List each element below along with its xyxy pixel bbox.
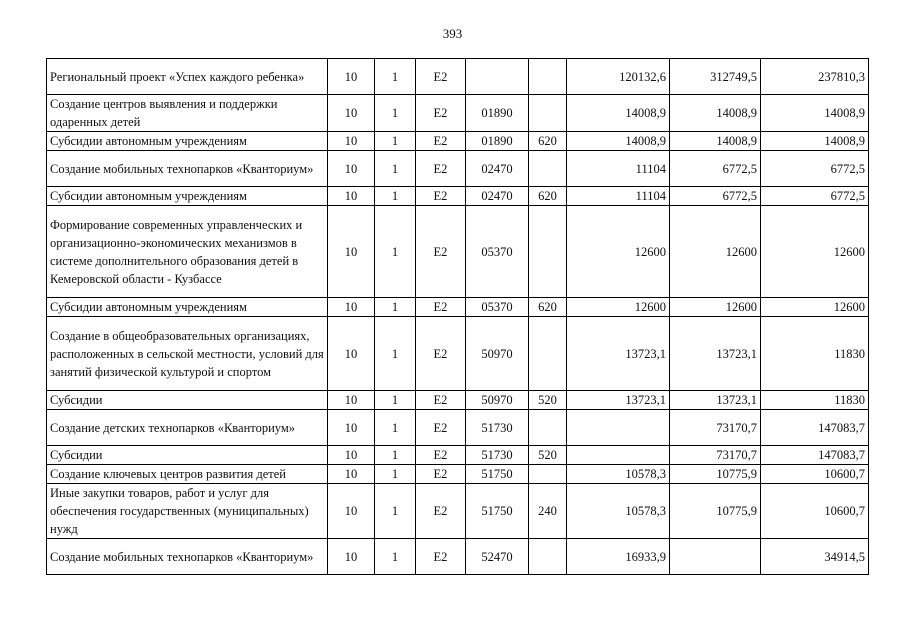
cell-expense-type-code: 620	[529, 298, 567, 317]
cell-amount-year-2: 12600	[670, 298, 761, 317]
cell-direction-code: 02470	[466, 187, 529, 206]
cell-section-code: 10	[328, 484, 375, 539]
cell-expense-type-code: 240	[529, 484, 567, 539]
cell-section-code: 10	[328, 391, 375, 410]
cell-amount-year-3: 147083,7	[761, 446, 869, 465]
cell-direction-code: 50970	[466, 317, 529, 391]
table-row	[47, 317, 869, 391]
cell-section-code: 10	[328, 95, 375, 132]
cell-expense-type-code	[529, 206, 567, 298]
cell-amount-year-2: 13723,1	[670, 391, 761, 410]
cell-direction-code: 50970	[466, 391, 529, 410]
cell-subsection-code: 1	[375, 539, 416, 575]
cell-amount-year-2: 12600	[670, 206, 761, 298]
table-row	[47, 206, 869, 298]
cell-direction-code: 01890	[466, 95, 529, 132]
cell-subsection-code: 1	[375, 298, 416, 317]
cell-expense-type-code: 620	[529, 187, 567, 206]
table-body	[47, 59, 869, 575]
cell-section-code: 10	[328, 317, 375, 391]
cell-item-name: Субсидии автономным учреждениям	[47, 298, 328, 317]
table-row	[47, 132, 869, 151]
budget-table	[46, 58, 869, 575]
cell-amount-year-2: 10775,9	[670, 484, 761, 539]
cell-subsection-code: 1	[375, 95, 416, 132]
cell-program-code: E2	[416, 410, 466, 446]
cell-direction-code: 01890	[466, 132, 529, 151]
cell-amount-year-2: 6772,5	[670, 151, 761, 187]
cell-expense-type-code	[529, 59, 567, 95]
cell-direction-code: 05370	[466, 206, 529, 298]
cell-amount-year-3: 12600	[761, 206, 869, 298]
cell-item-name: Создание в общеобразовательных организациях, расположенных в сельской местности, условий для занятий физической культурой и спортом	[47, 317, 328, 391]
cell-section-code: 10	[328, 206, 375, 298]
cell-amount-year-1	[567, 410, 670, 446]
cell-section-code: 10	[328, 539, 375, 575]
cell-section-code: 10	[328, 151, 375, 187]
cell-program-code: E2	[416, 539, 466, 575]
table-row	[47, 484, 869, 539]
table-row	[47, 95, 869, 132]
cell-direction-code: 51750	[466, 465, 529, 484]
cell-section-code: 10	[328, 410, 375, 446]
cell-expense-type-code	[529, 317, 567, 391]
cell-direction-code: 02470	[466, 151, 529, 187]
cell-program-code: E2	[416, 446, 466, 465]
cell-program-code: E2	[416, 187, 466, 206]
cell-item-name: Региональный проект «Успех каждого ребенка»	[47, 59, 328, 95]
cell-amount-year-1: 120132,6	[567, 59, 670, 95]
cell-program-code: E2	[416, 484, 466, 539]
cell-amount-year-1: 16933,9	[567, 539, 670, 575]
cell-direction-code: 05370	[466, 298, 529, 317]
cell-program-code: E2	[416, 95, 466, 132]
cell-amount-year-3: 14008,9	[761, 95, 869, 132]
cell-amount-year-3: 147083,7	[761, 410, 869, 446]
cell-direction-code: 51730	[466, 446, 529, 465]
cell-program-code: E2	[416, 151, 466, 187]
cell-program-code: E2	[416, 317, 466, 391]
cell-item-name: Субсидии	[47, 391, 328, 410]
cell-section-code: 10	[328, 187, 375, 206]
cell-item-name: Создание мобильных технопарков «Кванториум»	[47, 151, 328, 187]
cell-program-code: E2	[416, 298, 466, 317]
table-row	[47, 539, 869, 575]
cell-amount-year-2: 14008,9	[670, 132, 761, 151]
cell-item-name: Иные закупки товаров, работ и услуг для обеспечения государственных (муниципальных) нужд	[47, 484, 328, 539]
cell-amount-year-3: 11830	[761, 317, 869, 391]
cell-amount-year-2: 73170,7	[670, 410, 761, 446]
cell-program-code: E2	[416, 206, 466, 298]
cell-amount-year-1: 14008,9	[567, 132, 670, 151]
cell-amount-year-1: 13723,1	[567, 391, 670, 410]
table-row	[47, 410, 869, 446]
cell-direction-code: 52470	[466, 539, 529, 575]
cell-amount-year-1: 14008,9	[567, 95, 670, 132]
table-row	[47, 59, 869, 95]
cell-subsection-code: 1	[375, 446, 416, 465]
cell-subsection-code: 1	[375, 59, 416, 95]
cell-subsection-code: 1	[375, 317, 416, 391]
cell-expense-type-code: 520	[529, 446, 567, 465]
cell-amount-year-3: 6772,5	[761, 151, 869, 187]
cell-program-code: E2	[416, 465, 466, 484]
cell-amount-year-2: 6772,5	[670, 187, 761, 206]
cell-section-code: 10	[328, 132, 375, 151]
cell-amount-year-1: 13723,1	[567, 317, 670, 391]
cell-subsection-code: 1	[375, 151, 416, 187]
cell-expense-type-code	[529, 465, 567, 484]
cell-expense-type-code: 620	[529, 132, 567, 151]
cell-subsection-code: 1	[375, 391, 416, 410]
page-number: 393	[442, 26, 463, 41]
cell-subsection-code: 1	[375, 206, 416, 298]
cell-amount-year-3: 14008,9	[761, 132, 869, 151]
cell-section-code: 10	[328, 465, 375, 484]
cell-expense-type-code	[529, 151, 567, 187]
cell-item-name: Субсидии автономным учреждениям	[47, 132, 328, 151]
cell-amount-year-1: 11104	[567, 151, 670, 187]
cell-amount-year-3: 10600,7	[761, 484, 869, 539]
cell-amount-year-1: 12600	[567, 298, 670, 317]
cell-section-code: 10	[328, 446, 375, 465]
cell-amount-year-2: 73170,7	[670, 446, 761, 465]
cell-program-code: E2	[416, 59, 466, 95]
cell-amount-year-1	[567, 446, 670, 465]
cell-amount-year-1: 11104	[567, 187, 670, 206]
cell-amount-year-2: 13723,1	[670, 317, 761, 391]
cell-expense-type-code	[529, 95, 567, 132]
cell-amount-year-3: 12600	[761, 298, 869, 317]
table-row	[47, 151, 869, 187]
cell-section-code: 10	[328, 298, 375, 317]
cell-item-name: Создание центров выявления и поддержки одаренных детей	[47, 95, 328, 132]
cell-amount-year-1: 10578,3	[567, 465, 670, 484]
cell-program-code: E2	[416, 132, 466, 151]
cell-amount-year-3: 6772,5	[761, 187, 869, 206]
cell-amount-year-2: 14008,9	[670, 95, 761, 132]
cell-subsection-code: 1	[375, 465, 416, 484]
table-row	[47, 391, 869, 410]
cell-expense-type-code	[529, 410, 567, 446]
table-row	[47, 465, 869, 484]
cell-direction-code	[466, 59, 529, 95]
cell-amount-year-2: 10775,9	[670, 465, 761, 484]
cell-item-name: Формирование современных управленческих и организационно-экономических механизмов в системе дополнительного образования детей в Кемеровской области - Кузбассе	[47, 206, 328, 298]
cell-direction-code: 51750	[466, 484, 529, 539]
cell-item-name: Субсидии	[47, 446, 328, 465]
cell-amount-year-1: 10578,3	[567, 484, 670, 539]
cell-subsection-code: 1	[375, 410, 416, 446]
cell-item-name: Создание ключевых центров развития детей	[47, 465, 328, 484]
cell-amount-year-3: 10600,7	[761, 465, 869, 484]
cell-amount-year-1: 12600	[567, 206, 670, 298]
cell-item-name: Создание мобильных технопарков «Кванториум»	[47, 539, 328, 575]
cell-direction-code: 51730	[466, 410, 529, 446]
cell-amount-year-3: 237810,3	[761, 59, 869, 95]
table-row	[47, 187, 869, 206]
cell-subsection-code: 1	[375, 132, 416, 151]
cell-expense-type-code	[529, 539, 567, 575]
cell-subsection-code: 1	[375, 484, 416, 539]
cell-amount-year-3: 11830	[761, 391, 869, 410]
table-row	[47, 298, 869, 317]
cell-expense-type-code: 520	[529, 391, 567, 410]
table-row	[47, 446, 869, 465]
cell-item-name: Создание детских технопарков «Кванториум»	[47, 410, 328, 446]
cell-section-code: 10	[328, 59, 375, 95]
cell-item-name: Субсидии автономным учреждениям	[47, 187, 328, 206]
cell-amount-year-2	[670, 539, 761, 575]
cell-amount-year-2: 312749,5	[670, 59, 761, 95]
cell-subsection-code: 1	[375, 187, 416, 206]
cell-program-code: E2	[416, 391, 466, 410]
cell-amount-year-3: 34914,5	[761, 539, 869, 575]
